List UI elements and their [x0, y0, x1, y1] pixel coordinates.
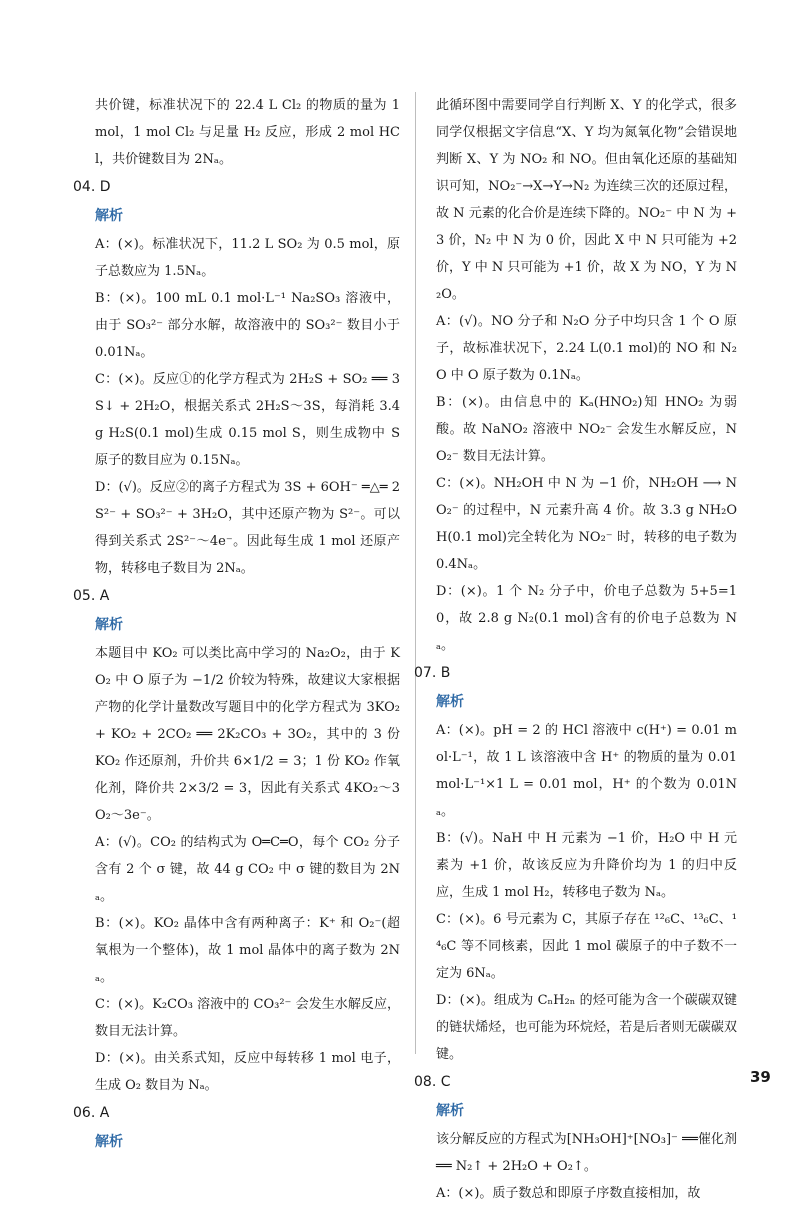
- paragraph: B：(√)。NaH 中 H 元素为 −1 价，H₂O 中 H 元素为 +1 价，故该反应为升降价均为 1 的归中反应，生成 1 mol H₂，转移电子数为 Nₐ。: [436, 831, 737, 900]
- analysis-label: 解析: [95, 208, 123, 224]
- analysis-label: 解析: [436, 1103, 464, 1119]
- page-number: 39: [750, 1068, 771, 1086]
- analysis-label: 解析: [95, 617, 123, 633]
- question-number: 08. C: [414, 1074, 451, 1090]
- paragraph: B：(×)。100 mL 0.1 mol·L⁻¹ Na₂SO₃ 溶液中，由于 SO₃²⁻ 部分水解，故溶液中的 SO₃²⁻ 数目小于 0.01Nₐ。: [95, 291, 400, 360]
- paragraph: 该分解反应的方程式为[NH₃OH]⁺[NO₃]⁻ ══催化剂══ N₂↑ + 2H₂O + O₂↑。: [436, 1132, 737, 1174]
- paragraph: A：(×)。pH = 2 的 HCl 溶液中 c(H⁺) = 0.01 mol·L⁻¹，故 1 L 该溶液中含 H⁺ 的物质的量为 0.01 mol·L⁻¹×1 L = 0.01 mol，H⁺ 的个数为 0.01Nₐ。: [436, 723, 737, 819]
- paragraph: D：(×)。由关系式知，反应中每转移 1 mol 电子，生成 O₂ 数目为 Nₐ。: [95, 1051, 400, 1093]
- paragraph: C：(×)。6 号元素为 C，其原子存在 ¹²₆C、¹³₆C、¹⁴₆C 等不同核素，因此 1 mol 碳原子的中子数不一定为 6Nₐ。: [436, 912, 737, 981]
- column-divider: [415, 92, 416, 1054]
- paragraph: C：(×)。K₂CO₃ 溶液中的 CO₃²⁻ 会发生水解反应，数目无法计算。: [95, 997, 400, 1039]
- paragraph: 此循环图中需要同学自行判断 X、Y 的化学式，很多同学仅根据文字信息“X、Y 均为氮氧化物”会错误地判断 X、Y 为 NO₂ 和 NO。但由氧化还原的基础知识可知，NO₂⁻→X→Y→N₂ 为连续三次的还原过程，故 N 元素的化合价是连续下降的。NO₂⁻ 中 N 为 +3 价，N₂ 中 N 为 0 价，因此 X 中 N 只可能为 +2 价，Y 中 N 只可能为 +1 价，故 X 为 NO，Y 为 N₂O。: [436, 98, 737, 302]
- analysis-label: 解析: [95, 1134, 123, 1150]
- paragraph: C：(×)。NH₂OH 中 N 为 −1 价，NH₂OH ⟶ NO₂⁻ 的过程中，N 元素升高 4 价。故 3.3 g NH₂OH(0.1 mol)完全转化为 NO₂⁻ 时，转移的电子数为 0.4Nₐ。: [436, 476, 737, 572]
- paragraph: B：(×)。KO₂ 晶体中含有两种离子：K⁺ 和 O₂⁻(超氧根为一个整体)，故 1 mol 晶体中的离子数为 2Nₐ。: [95, 916, 400, 985]
- paragraph: 共价键，标准状况下的 22.4 L Cl₂ 的物质的量为 1 mol，1 mol Cl₂ 与足量 H₂ 反应，形成 2 mol HCl，共价键数目为 2Nₐ。: [95, 98, 400, 167]
- paragraph: 本题目中 KO₂ 可以类比高中学习的 Na₂O₂，由于 KO₂ 中 O 原子为 −1/2 价较为特殊，故建议大家根据产物的化学计量数改写题目中的化学方程式为 3KO₂ + KO₂ + 2CO₂ ══ 2K₂CO₃ + 3O₂，其中的 3 份 KO₂ 作还原剂，升价共 6×1/2 = 3；1 份 KO₂ 作氧化剂，降价共 2×3/2 = 3，因此有关系式 4KO₂～3O₂～3e⁻。: [95, 646, 400, 823]
- analysis-label: 解析: [436, 694, 464, 710]
- paragraph: C：(×)。反应①的化学方程式为 2H₂S + SO₂ ══ 3S↓ + 2H₂O，根据关系式 2H₂S～3S，每消耗 3.4 g H₂S(0.1 mol)生成 0.15 mol S，则生成物中 S 原子的数目应为 0.15Nₐ。: [95, 372, 400, 468]
- question-number: 06. A: [73, 1105, 110, 1121]
- left-column: [73, 92, 400, 1157]
- paragraph: A：(×)。质子数总和即原子序数直接相加，故: [436, 1186, 701, 1201]
- right-column: [414, 92, 737, 1207]
- paragraph: A：(√)。CO₂ 的结构式为 O═C═O，每个 CO₂ 分子含有 2 个 σ 键，故 44 g CO₂ 中 σ 键的数目为 2Nₐ。: [95, 835, 400, 904]
- paragraph: B：(×)。由信息中的 Kₐ(HNO₂)知 HNO₂ 为弱酸。故 NaNO₂ 溶液中 NO₂⁻ 会发生水解反应，NO₂⁻ 数目无法计算。: [436, 395, 737, 464]
- paragraph: D：(√)。反应②的离子方程式为 3S + 6OH⁻ ═△═ 2S²⁻ + SO₃²⁻ + 3H₂O，其中还原产物为 S²⁻。可以得到关系式 2S²⁻～4e⁻。因此每生成 1 mol 还原产物，转移电子数目为 2Nₐ。: [95, 480, 400, 576]
- paragraph: D：(×)。1 个 N₂ 分子中，价电子总数为 5+5=10，故 2.8 g N₂(0.1 mol)含有的价电子总数为 Nₐ。: [436, 584, 737, 653]
- question-number: 07. B: [414, 665, 451, 681]
- paragraph: A：(√)。NO 分子和 N₂O 分子中均只含 1 个 O 原子，故标准状况下，2.24 L(0.1 mol)的 NO 和 N₂O 中 O 原子数为 0.1Nₐ。: [436, 314, 737, 383]
- question-number: 04. D: [73, 179, 111, 195]
- paragraph: D：(×)。组成为 CₙH₂ₙ 的烃可能为含一个碳碳双键的链状烯烃，也可能为环烷烃，若是后者则无碳碳双键。: [436, 993, 737, 1062]
- paragraph: A：(×)。标准状况下，11.2 L SO₂ 为 0.5 mol，原子总数应为 1.5Nₐ。: [95, 237, 400, 279]
- question-number: 05. A: [73, 588, 110, 604]
